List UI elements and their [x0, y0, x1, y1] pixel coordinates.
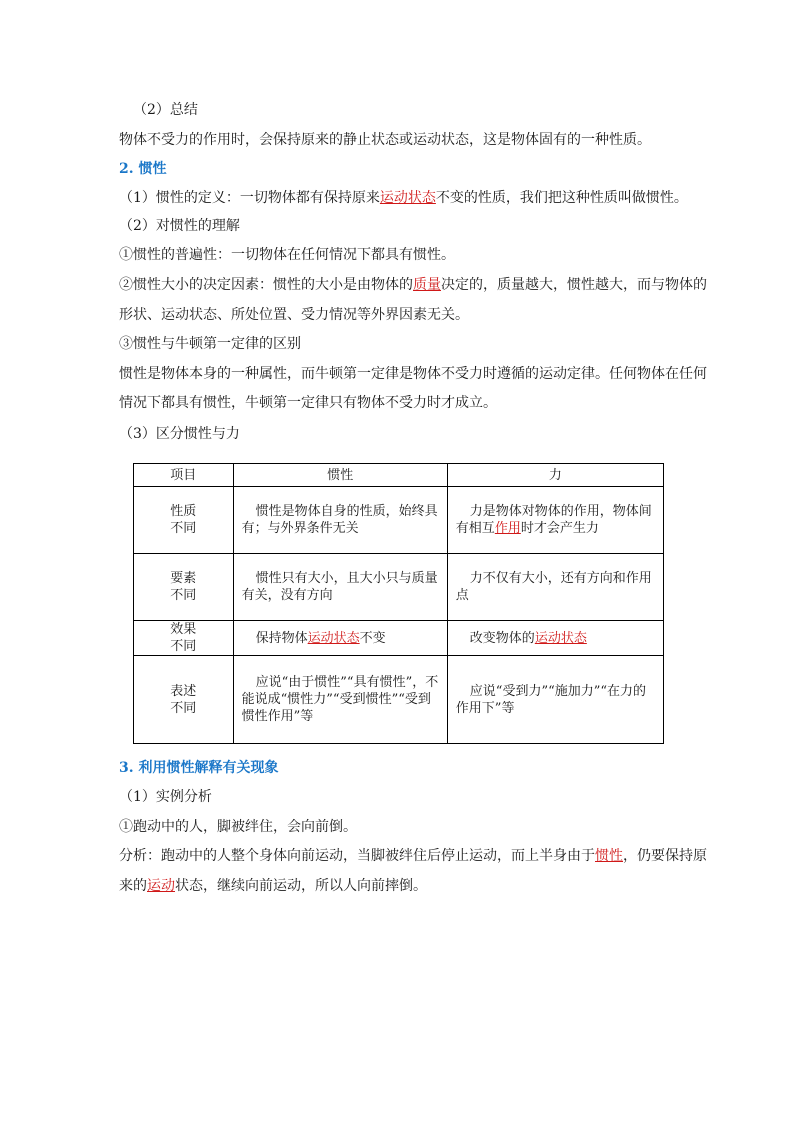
row-label	[134, 621, 234, 656]
table-header-row	[134, 464, 664, 487]
force-cell	[447, 487, 663, 554]
definition-text-start: （1）惯性的定义：一切物体都有保持原来	[119, 190, 380, 206]
analysis-text: 来的	[119, 878, 147, 894]
understanding-title: （2）对惯性的理解	[119, 218, 240, 234]
highlight-motion-state: 运动状态	[534, 630, 587, 646]
newton-law-title: ③惯性与牛顿第一定律的区别	[119, 336, 301, 352]
table-row	[134, 554, 664, 621]
highlight-inertia: 惯性	[595, 848, 623, 864]
analysis-line-2	[119, 877, 427, 895]
force-cell-text: 应说“受到力”“施加力”“在力的作用下”等	[455, 683, 647, 716]
comparison-table	[133, 463, 664, 744]
inertia-cell	[233, 487, 447, 554]
row-label-line: 不同	[170, 521, 197, 536]
magnitude-text-end: 决定的，质量越大，惯性越大，而与物体的	[441, 277, 707, 293]
row-label-line: 要素	[170, 571, 197, 586]
magnitude-point-cont: 形状、运动状态、所处位置、受力情况等外界因素无关。	[119, 307, 469, 323]
definition-text-end: 不变的性质，我们把这种性质叫做惯性。	[435, 190, 688, 206]
summary-text: 物体不受力的作用时，会保持原来的静止状态或运动状态，这是物体固有的一种性质。	[119, 132, 651, 148]
analysis-text-end: 状态，继续向前运动，所以人向前摔倒。	[175, 878, 427, 894]
table-row	[134, 621, 664, 656]
force-cell	[447, 621, 663, 656]
row-label-line: 效果	[170, 622, 197, 637]
inertia-cell-text: 保持物体	[255, 630, 308, 646]
inertia-cell-text: 惯性只有大小，且大小只与质量有关，没有方向	[241, 571, 438, 603]
inertia-cell-text: 应说“由于惯性”“具有惯性”，不能说成“惯性力”“受到惯性”“受到惯性作用”等	[241, 675, 439, 724]
distinguish-title: （3）区分惯性与力	[119, 426, 240, 442]
highlight-interaction: 作用	[494, 521, 521, 536]
universality-point: ①惯性的普遍性：一切物体在任何情况下都具有惯性。	[119, 247, 455, 263]
row-label-line: 性质	[170, 504, 197, 519]
row-label	[134, 656, 234, 744]
highlight-motion-state: 运动状态	[379, 190, 436, 206]
row-label	[134, 554, 234, 621]
row-label-line: 表述	[170, 683, 197, 699]
force-cell	[447, 656, 663, 744]
example-one: ①跑动中的人，脚被绊住，会向前倒。	[119, 819, 357, 835]
header-item: 项目	[134, 464, 234, 487]
row-label-line: 不同	[170, 700, 197, 716]
row-label-line: 不同	[170, 588, 197, 603]
inertia-cell	[233, 621, 447, 656]
highlight-motion: 运动	[147, 878, 175, 894]
magnitude-text-start: ②惯性大小的决定因素：惯性的大小是由物体的	[119, 277, 413, 293]
highlight-motion-state: 运动状态	[307, 630, 360, 646]
example-title: （1）实例分析	[119, 789, 212, 805]
force-cell-text: 力是物体对物体的作用，物体间有相互	[455, 504, 652, 536]
table-row	[134, 656, 664, 744]
row-label-line: 不同	[170, 639, 197, 654]
row-label	[134, 487, 234, 554]
analysis-text-end: ，仍要保持原	[623, 848, 707, 864]
inertia-cell-text-end: 不变	[359, 630, 386, 646]
inertia-cell	[233, 554, 447, 621]
newton-law-text-1: 惯性是物体本身的一种属性，而牛顿第一定律是物体不受力时遵循的运动定律。任何物体在任何	[119, 366, 707, 382]
inertia-cell-text: 惯性是物体自身的性质，始终具有；与外界条件无关	[241, 504, 438, 536]
force-cell-text-end: 时才会产生力	[520, 521, 599, 536]
force-cell	[447, 554, 663, 621]
summary-title: （2）总结	[133, 102, 198, 118]
inertia-cell	[233, 656, 447, 744]
analysis-text: 分析：跑动中的人整个身体向前运动，当脚被绊住后停止运动，而上半身由于	[119, 848, 595, 864]
analysis-line-1	[119, 847, 707, 865]
definition-paragraph	[119, 189, 688, 207]
table-row	[134, 487, 664, 554]
section-heading-explain: 3. 利用惯性解释有关现象	[119, 760, 279, 776]
newton-law-text-2: 情况下都具有惯性，牛顿第一定律只有物体不受力时才成立。	[119, 395, 497, 411]
force-cell-text: 力不仅有大小，还有方向和作用点	[455, 571, 652, 603]
magnitude-point	[119, 276, 707, 294]
header-force: 力	[447, 464, 663, 487]
header-inertia: 惯性	[233, 464, 447, 487]
force-cell-text: 改变物体的	[469, 630, 535, 646]
highlight-mass: 质量	[413, 277, 441, 293]
section-heading-inertia: 2. 惯性	[119, 161, 167, 177]
